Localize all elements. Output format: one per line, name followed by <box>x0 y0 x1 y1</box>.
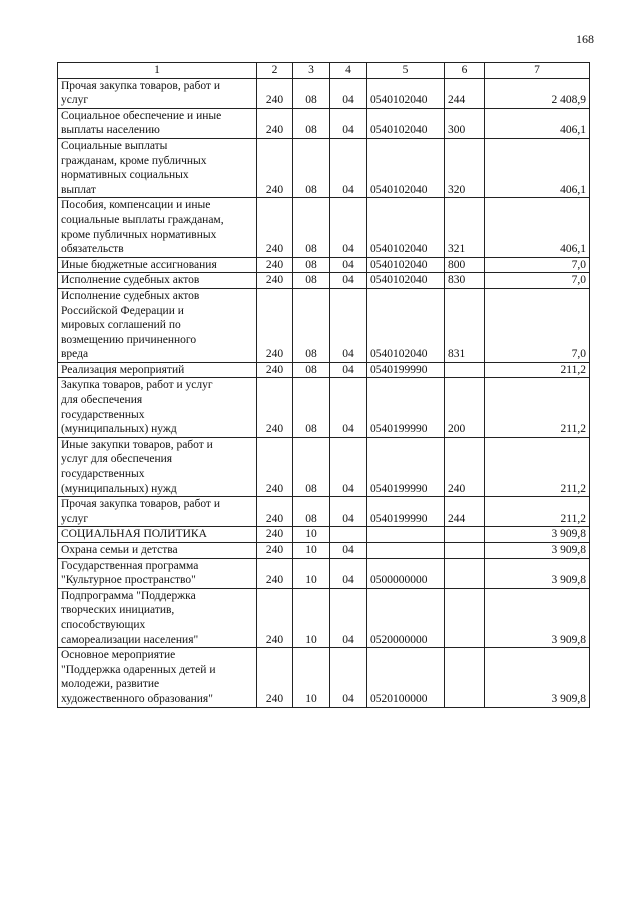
row-section: 08 <box>293 273 330 289</box>
row-amount: 3 909,8 <box>485 588 590 647</box>
row-target-article: 0540199990 <box>367 497 445 527</box>
row-target-article: 0540102040 <box>367 138 445 197</box>
row-expense-type: 830 <box>445 273 485 289</box>
row-subsection: 04 <box>330 198 367 257</box>
row-target-article: 0540102040 <box>367 78 445 108</box>
row-name: Закупка товаров, работ и услуг для обеспечения государственных (муниципальных) нужд <box>58 378 257 437</box>
row-name: Социальное обеспечение и иные выплаты населению <box>58 108 257 138</box>
row-name: Исполнение судебных актов <box>58 273 257 289</box>
row-name: Основное мероприятие "Поддержка одаренных детей и молодежи, развитие художественного образования" <box>58 648 257 707</box>
header-col-6: 6 <box>445 63 485 79</box>
row-code-admin: 240 <box>257 497 293 527</box>
row-section: 08 <box>293 437 330 496</box>
table-row <box>58 588 590 647</box>
row-expense-type: 800 <box>445 257 485 273</box>
row-amount: 211,2 <box>485 437 590 496</box>
row-amount: 7,0 <box>485 288 590 362</box>
row-target-article <box>367 543 445 559</box>
row-subsection: 04 <box>330 378 367 437</box>
row-subsection: 04 <box>330 108 367 138</box>
row-name: СОЦИАЛЬНАЯ ПОЛИТИКА <box>58 527 257 543</box>
table-row <box>58 138 590 197</box>
row-amount: 211,2 <box>485 362 590 378</box>
row-expense-type: 200 <box>445 378 485 437</box>
row-amount: 406,1 <box>485 138 590 197</box>
row-subsection: 04 <box>330 273 367 289</box>
row-expense-type <box>445 527 485 543</box>
table-row <box>58 437 590 496</box>
row-expense-type: 831 <box>445 288 485 362</box>
row-target-article: 0520000000 <box>367 588 445 647</box>
row-target-article: 0500000000 <box>367 558 445 588</box>
table-row <box>58 543 590 559</box>
row-code-admin: 240 <box>257 288 293 362</box>
row-name: Иные закупки товаров, работ и услуг для обеспечения государственных (муниципальных) нужд <box>58 437 257 496</box>
row-name: Реализация мероприятий <box>58 362 257 378</box>
row-amount: 406,1 <box>485 198 590 257</box>
row-target-article: 0540102040 <box>367 198 445 257</box>
row-subsection: 04 <box>330 648 367 707</box>
row-amount: 211,2 <box>485 497 590 527</box>
row-section: 08 <box>293 108 330 138</box>
row-section: 08 <box>293 362 330 378</box>
row-target-article: 0540102040 <box>367 257 445 273</box>
row-section: 08 <box>293 378 330 437</box>
row-amount: 406,1 <box>485 108 590 138</box>
row-target-article: 0540102040 <box>367 288 445 362</box>
table-row <box>58 648 590 707</box>
row-target-article <box>367 527 445 543</box>
table-row <box>58 558 590 588</box>
row-amount: 7,0 <box>485 257 590 273</box>
row-section: 08 <box>293 288 330 362</box>
row-subsection <box>330 527 367 543</box>
header-col-3: 3 <box>293 63 330 79</box>
row-name: Иные бюджетные ассигнования <box>58 257 257 273</box>
row-subsection: 04 <box>330 78 367 108</box>
row-section: 10 <box>293 558 330 588</box>
row-target-article: 0540199990 <box>367 362 445 378</box>
row-amount: 211,2 <box>485 378 590 437</box>
row-code-admin: 240 <box>257 588 293 647</box>
row-name: Исполнение судебных актов Российской Федерации и мировых соглашений по возмещению причиненного вреда <box>58 288 257 362</box>
row-expense-type <box>445 543 485 559</box>
row-expense-type <box>445 362 485 378</box>
table-row <box>58 497 590 527</box>
row-name: Пособия, компенсации и иные социальные выплаты гражданам, кроме публичных нормативных обязательств <box>58 198 257 257</box>
header-col-5: 5 <box>367 63 445 79</box>
row-section: 10 <box>293 648 330 707</box>
row-code-admin: 240 <box>257 558 293 588</box>
row-code-admin: 240 <box>257 527 293 543</box>
row-subsection: 04 <box>330 543 367 559</box>
row-code-admin: 240 <box>257 257 293 273</box>
row-subsection: 04 <box>330 362 367 378</box>
table-row <box>58 527 590 543</box>
row-section: 10 <box>293 527 330 543</box>
row-expense-type: 300 <box>445 108 485 138</box>
table-row <box>58 198 590 257</box>
row-expense-type: 321 <box>445 198 485 257</box>
row-code-admin: 240 <box>257 648 293 707</box>
row-section: 08 <box>293 78 330 108</box>
row-name: Социальные выплаты гражданам, кроме публичных нормативных социальных выплат <box>58 138 257 197</box>
table-row <box>58 378 590 437</box>
row-code-admin: 240 <box>257 362 293 378</box>
row-code-admin: 240 <box>257 78 293 108</box>
table-row <box>58 108 590 138</box>
header-row <box>58 63 590 79</box>
table-row <box>58 288 590 362</box>
row-code-admin: 240 <box>257 198 293 257</box>
header-col-4: 4 <box>330 63 367 79</box>
row-code-admin: 240 <box>257 437 293 496</box>
row-subsection: 04 <box>330 437 367 496</box>
row-section: 08 <box>293 138 330 197</box>
row-section: 08 <box>293 198 330 257</box>
table-row <box>58 273 590 289</box>
row-expense-type: 320 <box>445 138 485 197</box>
row-name: Прочая закупка товаров, работ и услуг <box>58 497 257 527</box>
row-target-article: 0540102040 <box>367 108 445 138</box>
row-target-article: 0520100000 <box>367 648 445 707</box>
row-amount: 3 909,8 <box>485 558 590 588</box>
row-subsection: 04 <box>330 558 367 588</box>
header-col-1: 1 <box>58 63 257 79</box>
row-section: 08 <box>293 497 330 527</box>
row-amount: 3 909,8 <box>485 543 590 559</box>
row-code-admin: 240 <box>257 138 293 197</box>
row-amount: 3 909,8 <box>485 527 590 543</box>
row-subsection: 04 <box>330 257 367 273</box>
header-col-2: 2 <box>257 63 293 79</box>
row-code-admin: 240 <box>257 543 293 559</box>
table-row <box>58 362 590 378</box>
budget-table <box>57 62 590 708</box>
row-expense-type: 244 <box>445 78 485 108</box>
row-amount: 3 909,8 <box>485 648 590 707</box>
page-number: 168 <box>576 32 594 46</box>
row-subsection: 04 <box>330 497 367 527</box>
row-target-article: 0540199990 <box>367 437 445 496</box>
row-subsection: 04 <box>330 138 367 197</box>
row-subsection: 04 <box>330 588 367 647</box>
row-section: 08 <box>293 257 330 273</box>
row-amount: 2 408,9 <box>485 78 590 108</box>
row-expense-type <box>445 558 485 588</box>
row-expense-type <box>445 648 485 707</box>
row-name: Государственная программа "Культурное пространство" <box>58 558 257 588</box>
row-expense-type <box>445 588 485 647</box>
header-col-7: 7 <box>485 63 590 79</box>
row-target-article: 0540199990 <box>367 378 445 437</box>
row-amount: 7,0 <box>485 273 590 289</box>
row-name: Прочая закупка товаров, работ и услуг <box>58 78 257 108</box>
row-name: Охрана семьи и детства <box>58 543 257 559</box>
row-section: 10 <box>293 588 330 647</box>
row-code-admin: 240 <box>257 378 293 437</box>
table-row <box>58 257 590 273</box>
row-name: Подпрограмма "Поддержка творческих инициатив, способствующих самореализации населения" <box>58 588 257 647</box>
row-subsection: 04 <box>330 288 367 362</box>
row-expense-type: 240 <box>445 437 485 496</box>
row-expense-type: 244 <box>445 497 485 527</box>
row-code-admin: 240 <box>257 108 293 138</box>
row-section: 10 <box>293 543 330 559</box>
row-target-article: 0540102040 <box>367 273 445 289</box>
table-row <box>58 78 590 108</box>
row-code-admin: 240 <box>257 273 293 289</box>
